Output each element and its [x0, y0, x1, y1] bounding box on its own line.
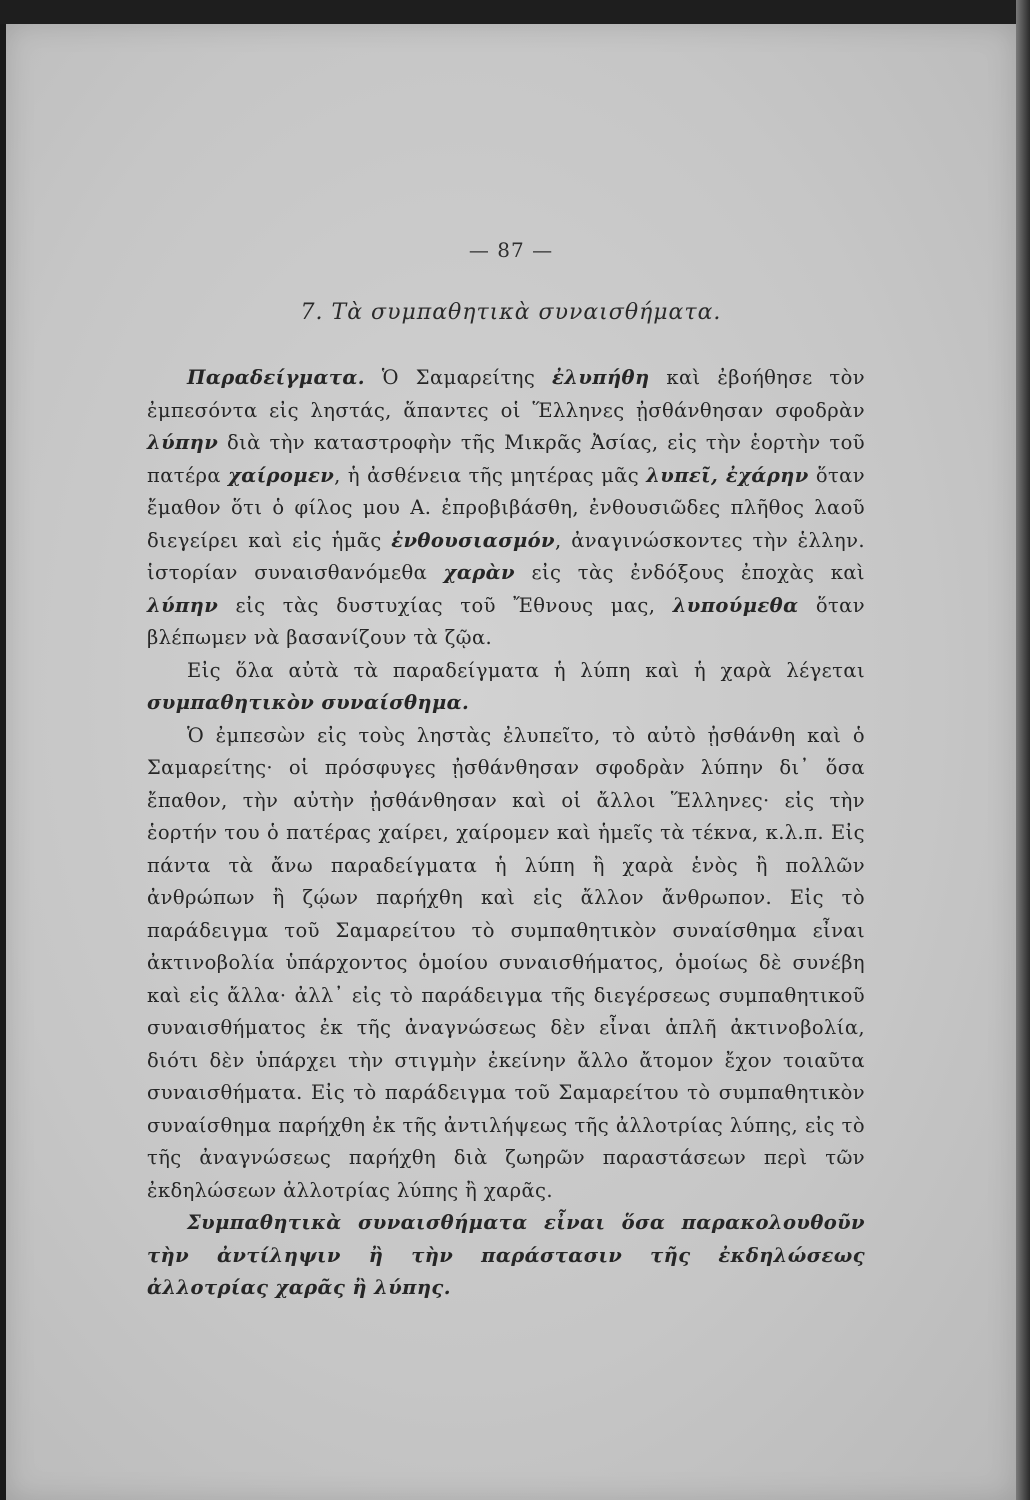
text-span: διὰ τὴν καταστροφὴν τῆς Μικρᾶς Ἀσίας, εἰς τὴν ἑορτὴν τοῦ πατέρα — [147, 431, 865, 487]
emphasis: ἐνθουσιασμόν — [391, 528, 555, 552]
book-page — [6, 24, 1016, 1500]
paragraph-explanation: Ὁ ἐμπεσὼν εἰς τοὺς ληστὰς ἐλυπεῖτο, τὸ αὐτὸ ᾐσθάνθη καὶ ὁ Σαμαρείτης· οἱ πρόσφυγες ᾐσθάνθησαν σφοδρὰν λύπην δι᾽ ὅσα ἔπαθον, τὴν αὐτὴν ᾐσθάνθησαν καὶ οἱ ἄλλοι Ἕλληνες· εἰς τὴν ἑορτήν του ὁ πατέρας χαίρει, χαίρομεν καὶ ἡμεῖς τὰ τέκνα, κ.λ.π. Εἰς πάντα τὰ ἄνω παραδείγματα ἡ λύπη ἢ χαρὰ ἑνὸς ἢ πολλῶν ἀνθρώπων ἢ ζῴων παρήχθη καὶ εἰς ἄλλον ἄνθρωπον. Εἰς τὸ παράδειγμα τοῦ Σαμαρείτου τὸ συμπαθητικὸν συναίσθημα εἶναι ἀκτινοβολία ὑπάρχοντος ὁμοίου συναισθήματος, ὁμοίως δὲ συνέβη καὶ εἰς ἄλλα· ἀλλ᾽ εἰς τὸ παράδειγμα τῆς διεγέρσεως συμπαθητικοῦ συναισθήματος ἐκ τῆς ἀναγνώσεως δὲν εἶναι ἁπλῆ ἀκτινοβολία, διότι δὲν ὑπάρχει τὴν στιγμὴν ἐκείνην ἄλλο ἄτομον ἔχον τοιαῦτα συναισθήματα. Εἰς τὸ παράδειγμα τοῦ Σαμαρείτου τὸ συμπαθητικὸν συναίσθημα παρήχθη ἐκ τῆς ἀντιλήψεως τῆς ἀλλοτρίας λύπης, εἰς τὸ τῆς ἀναγνώσεως παρήχθη διὰ ζωηρῶν παραστάσεων περὶ τῶν ἐκδηλώσεων ἀλλοτρίας λύπης ἢ χαρᾶς. — [147, 723, 865, 1202]
scan-border-top — [0, 0, 1030, 24]
text-span: , ἀναγινώσκοντες τὴν ἑλλην. ἱστορίαν συναισθανόμεθα — [147, 528, 865, 584]
scan-border-right — [1016, 0, 1030, 1500]
emphasis: ἐλυπήθη — [552, 366, 650, 389]
text-span: ὅταν ἔμαθον ὅτι ὁ φίλος μου Α. ἐπροβιβάσθη, ἐνθουσιῶδες πλῆθος λαοῦ διεγείρει καὶ εἰς ἡμᾶς — [147, 463, 866, 552]
text-span: , ἡ ἀσθένεια τῆς μητέρας μᾶς — [334, 463, 647, 487]
emphasis: λυπούμεθα — [672, 593, 799, 617]
body-text — [147, 362, 865, 1305]
page-number: — 87 — — [468, 238, 554, 262]
paragraph-summary — [147, 655, 865, 720]
emphasis: λυπεῖ, ἐχάρην — [646, 463, 809, 487]
chapter-title: 7. Τὰ συμπαθητικὰ συναισθήματα. — [300, 300, 722, 325]
definition: Συμπαθητικὰ συναισθήματα εἶναι ὅσα παρακολουθοῦν τὴν ἀντίληψιν ἢ τὴν παράστασιν τῆς ἐκδηλώσεως ἀλλοτρίας χαρᾶς ἢ λύπης. — [147, 1211, 865, 1299]
emphasis: λύπην — [147, 431, 219, 454]
paragraph-examples — [147, 362, 865, 655]
examples-heading: Παραδείγματα. — [187, 366, 365, 389]
text-span: καὶ ἐβοήθησε τὸν ἐμπεσόντα εἰς ληστάς, ἅπαντες οἱ Ἕλληνες ᾐσθάνθησαν σφοδρὰν — [147, 366, 866, 422]
text-span: εἰς τὰς δυστυχίας τοῦ Ἔθνους μας, — [218, 593, 673, 617]
text-span: Ὁ Σαμαρείτης — [364, 366, 553, 389]
emphasis: χαίρομεν — [228, 463, 335, 487]
text-span: Εἰς ὅλα αὐτὰ τὰ παραδείγματα ἡ λύπη καὶ ἡ χαρὰ λέγεται — [187, 658, 865, 682]
text-span: ὅταν βλέπωμεν νὰ βασανίζουν τὰ ζῷα. — [147, 593, 866, 649]
emphasis: χαρὰν — [443, 561, 515, 584]
text-span: εἰς τὰς ἐνδόξους ἐποχὰς καὶ — [515, 561, 865, 584]
emphasis: λύπην — [147, 593, 219, 617]
emphasis: συμπαθητικὸν συναίσθημα. — [147, 691, 470, 714]
